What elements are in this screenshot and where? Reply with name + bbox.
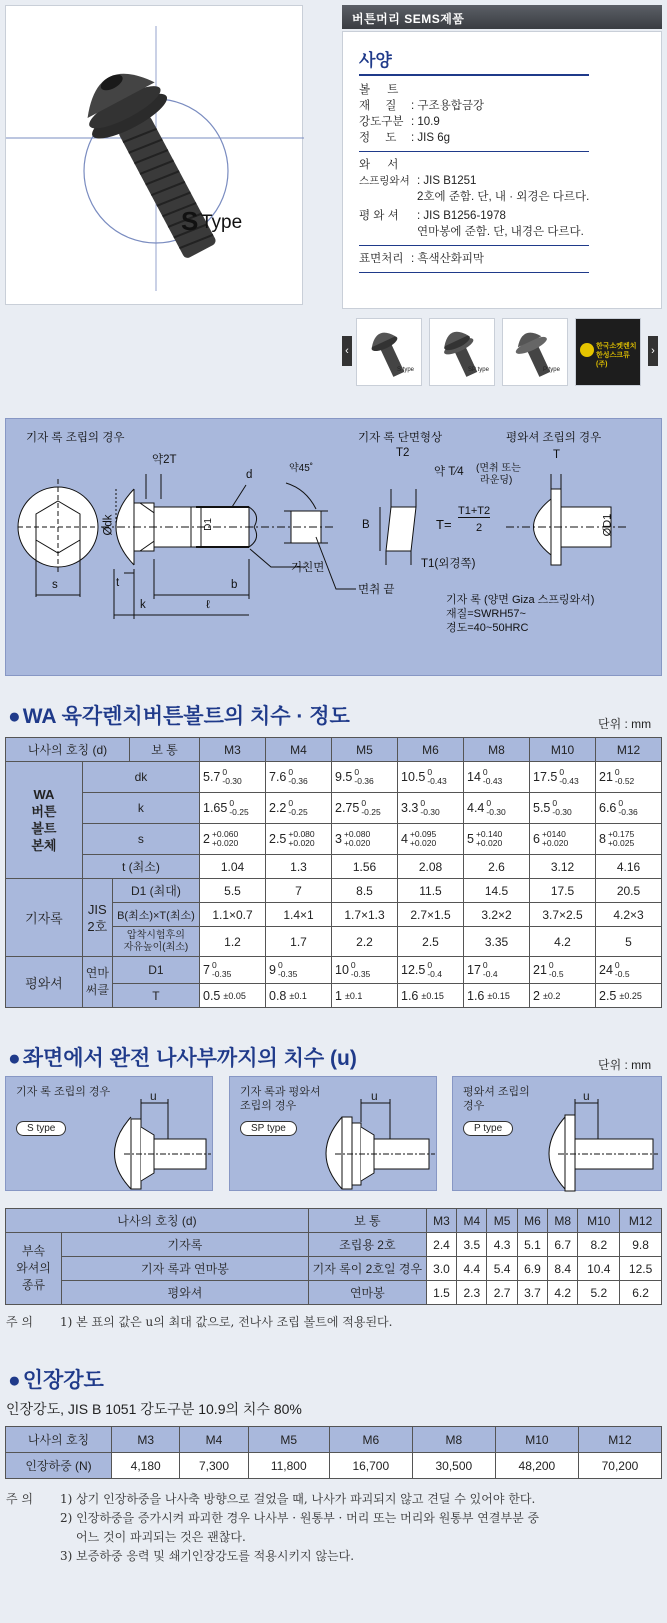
type-letter: S (181, 206, 199, 236)
table-cell: 7.6 0 -0.36 (266, 762, 332, 793)
header-size: M12 (620, 1209, 662, 1233)
washer-section-title: 와 서 (359, 159, 406, 171)
group-jis-2: JIS 2호 (82, 879, 112, 957)
row-t (6, 855, 662, 879)
thumb-p-type[interactable]: P type (502, 318, 568, 386)
table-cell: 2 ±0.2 (530, 984, 596, 1008)
unit-label: 단위 : mm (598, 1058, 652, 1072)
tensile-note-3: 3) 보증하중 응력 및 쇄기인장강도를 적용시키지 않는다. (60, 1549, 355, 1563)
row-label: 평와셔 (62, 1281, 309, 1305)
table-cell: 7,300 (180, 1453, 248, 1479)
table-cell: 6.6 0 -0.36 (596, 793, 662, 824)
group-flat-sub: 연마 써클 (82, 957, 112, 1008)
bolt-section-title: 볼 트 (359, 84, 406, 96)
row-label: 조립용 2호 (308, 1233, 426, 1257)
section-dimensions-title: ●WA 육각렌치버튼볼트의 치수 · 정도 (8, 705, 350, 728)
table-row (6, 1233, 662, 1257)
header-size: M10 (578, 1209, 620, 1233)
label-2t: 약2T (152, 454, 177, 466)
table-cell: 2 +0.060 +0.020 (200, 824, 266, 855)
table-cell: 5 +0.140 +0.020 (464, 824, 530, 855)
table-cell: 5.5 0 -0.30 (530, 793, 596, 824)
table-cell: 14.5 (464, 879, 530, 903)
row-label-d1max: D1 (최대) (112, 879, 199, 903)
table-cell: 1.56 (332, 855, 398, 879)
header-size: M10 (495, 1427, 578, 1453)
divider (359, 151, 589, 152)
table-cell: 3.7×2.5 (530, 903, 596, 927)
header-size: M3 (112, 1427, 180, 1453)
table-header-row (6, 1209, 662, 1233)
spec-flat-washer: 평 와 셔 : JIS B1256-1978 (359, 210, 506, 222)
header-nominal: 나사의 호칭 (d) (6, 1209, 309, 1233)
label-t-numerator: T1+T2 (458, 505, 491, 517)
tensile-note-1: 1) 상기 인장하중을 나사축 방향으로 걸었을 때, 나사가 파괴되지 않고 견딜 수 있어야 한다. (60, 1492, 536, 1506)
table-cell: 21 0 -0.52 (596, 762, 662, 793)
group-bolt-body: WA 버튼 볼트 본체 (6, 762, 83, 879)
table-cell: 10.5 0 -0.43 (398, 762, 464, 793)
table-cell: 2.75 0 -0.25 (332, 793, 398, 824)
table-cell: 4.4 0 -0.30 (464, 793, 530, 824)
header-size: M4 (266, 738, 332, 762)
row-label-free-height: 압착시험후의 자유높이(최소) (112, 927, 199, 957)
table-cell: 1.65 0 -0.25 (200, 793, 266, 824)
next-arrow-icon[interactable]: › (648, 336, 658, 366)
table-cell: 3.35 (464, 927, 530, 957)
row-label-s: s (82, 824, 199, 855)
table-cell: 8.2 (578, 1233, 620, 1257)
spec-title: 사양 (359, 46, 589, 76)
header-size: M8 (464, 738, 530, 762)
table-cell: 11,800 (248, 1453, 329, 1479)
table-cell: 1.7 (266, 927, 332, 957)
u-diagram-sp (230, 1077, 438, 1192)
header-nominal: 나사의 호칭 (d) (6, 738, 130, 762)
label-spring-assembly: 기자 록 조립의 경우 (26, 432, 125, 444)
table-cell: 12.5 (620, 1257, 662, 1281)
table-cell: 2.2 0 -0.25 (266, 793, 332, 824)
header-size: M6 (398, 738, 464, 762)
table-cell: 1.6 ±0.15 (398, 984, 464, 1008)
label-d: d (246, 469, 253, 481)
logo-text-2: 한성스크류(주) (596, 352, 630, 368)
s-type-pill: S type (16, 1121, 66, 1136)
row-dk (6, 762, 662, 793)
label-section-shape: 기자 록 단면형상 (358, 432, 443, 444)
header-size: M10 (530, 738, 596, 762)
table-cell: 5.5 (200, 879, 266, 903)
tensile-note-2b: 어느 것이 파괴되는 것은 괜찮다. (76, 1530, 246, 1544)
unit-label: 단위 : mm (598, 717, 652, 731)
bolt-illustration (6, 6, 304, 306)
table-cell: 6.9 (517, 1257, 547, 1281)
table-cell: 10 0 -0.35 (332, 957, 398, 984)
table-cell: 4,180 (112, 1453, 180, 1479)
tensile-table (5, 1426, 662, 1479)
row-label-load: 인장하중 (N) (6, 1453, 112, 1479)
table-cell: 9 0 -0.35 (266, 957, 332, 984)
thumb-s-type[interactable]: S type (356, 318, 422, 386)
label-t2: T2 (396, 447, 410, 459)
table-cell: 3.2×2 (464, 903, 530, 927)
table-cell: 5.2 (578, 1281, 620, 1305)
label-b: b (231, 579, 238, 591)
table-cell: 11.5 (398, 879, 464, 903)
table-cell: 2.08 (398, 855, 464, 879)
table-cell: 5.1 (517, 1233, 547, 1257)
table-cell: 3.3 0 -0.30 (398, 793, 464, 824)
table-cell: 3.5 (457, 1233, 487, 1257)
header-normal: 보 통 (130, 738, 200, 762)
spec-precision: 정 도 : JIS 6g (359, 132, 450, 144)
header-size: M12 (596, 738, 662, 762)
table-row (6, 1257, 662, 1281)
table-cell: 3 +0.080 +0.020 (332, 824, 398, 855)
label-t: t (116, 577, 120, 589)
u-diagram-s (6, 1077, 214, 1192)
table-cell: 17.5 0 -0.43 (530, 762, 596, 793)
table-cell: 14 0 -0.43 (464, 762, 530, 793)
table-cell: 2.7×1.5 (398, 903, 464, 927)
table-cell: 5.7 0 -0.30 (200, 762, 266, 793)
table-cell: 24 0 -0.5 (596, 957, 662, 984)
table-cell: 20.5 (596, 879, 662, 903)
table-cell: 5.4 (487, 1257, 517, 1281)
row-label: 기자 록과 연마봉 (62, 1257, 309, 1281)
table-cell: 0.8 ±0.1 (266, 984, 332, 1008)
thumb-company-logo[interactable] (575, 318, 641, 386)
row-label-dk: dk (82, 762, 199, 793)
table-cell: 8 +0.175 +0.025 (596, 824, 662, 855)
label-rough-surface: 거친면 (291, 562, 325, 574)
table-cell: 5 (596, 927, 662, 957)
label-t4-note2: 라운딩) (480, 475, 513, 486)
table-cell: 30,500 (412, 1453, 495, 1479)
drawing-lines (6, 419, 663, 677)
table-cell: 8.4 (548, 1257, 578, 1281)
row-label: 기자 록이 2호일 경우 (308, 1257, 426, 1281)
table-cell: 9.5 0 -0.36 (332, 762, 398, 793)
table-cell: 1.04 (200, 855, 266, 879)
header-size: M5 (248, 1427, 329, 1453)
header-size: M5 (487, 1209, 517, 1233)
table-cell: 16,700 (329, 1453, 412, 1479)
table-cell: 6.7 (548, 1233, 578, 1257)
row-label-flat-d1: D1 (112, 957, 199, 984)
table-cell: 1.2 (200, 927, 266, 957)
label-t4-note1: (면취 또는 (476, 463, 521, 474)
thumb-sp-type[interactable]: SP type (429, 318, 495, 386)
table-cell: 21 0 -0.5 (530, 957, 596, 984)
label-dk: Ødk (102, 514, 115, 536)
table-header-row (6, 1427, 662, 1453)
header-normal: 보 통 (308, 1209, 426, 1233)
label-45deg: 약45˚ (289, 463, 314, 474)
section-tensile-title: ●인장강도 (8, 1369, 104, 1392)
table-cell: 9.8 (620, 1233, 662, 1257)
table-cell: 2.4 (426, 1233, 456, 1257)
label-washer-t: T (553, 449, 561, 461)
row-k (6, 793, 662, 824)
row-label: 연마봉 (308, 1281, 426, 1305)
table-cell: 7 (266, 879, 332, 903)
table-cell: 4.2×3 (596, 903, 662, 927)
table-cell: 6.2 (620, 1281, 662, 1305)
drawing-note-3: 경도=40~50HRC (446, 622, 529, 634)
table-cell: 4.3 (487, 1233, 517, 1257)
header-size: M6 (329, 1427, 412, 1453)
table-cell: 17 0 -0.4 (464, 957, 530, 984)
header-size: M4 (180, 1427, 248, 1453)
thumbnail-strip (342, 318, 662, 386)
product-image (5, 5, 303, 305)
table-cell: 48,200 (495, 1453, 578, 1479)
table-cell: 4.4 (457, 1257, 487, 1281)
p-type-pill: P type (463, 1121, 513, 1136)
spec-material: 재 질 : 구조용합금강 (359, 100, 485, 112)
table-cell: 2.7 (487, 1281, 517, 1305)
table-cell: 2.2 (332, 927, 398, 957)
table-cell: 2.6 (464, 855, 530, 879)
label-s: s (52, 579, 58, 591)
u-panel-sp-type: 기자 록과 평와셔 조립의 경우 SP type u (229, 1076, 437, 1191)
spec-header: 버튼머리 SEMS제품 (342, 5, 662, 29)
u-table (5, 1208, 662, 1305)
divider (359, 272, 589, 273)
u-note-label: 주 의 (6, 1315, 33, 1329)
drawing-note-2: 재질=SWRH57~ (446, 608, 526, 620)
label-d1: D1 (202, 518, 214, 531)
label-flat-assembly: 평와셔 조립의 경우 (506, 432, 602, 444)
header-size: M4 (457, 1209, 487, 1233)
row-s (6, 824, 662, 855)
table-cell: 1.5 (426, 1281, 456, 1305)
label-t4: 약 T⁄4 (434, 466, 464, 478)
row-label: 기자록 (62, 1233, 309, 1257)
table-cell: 1.7×1.3 (332, 903, 398, 927)
row-label-k: k (82, 793, 199, 824)
table-cell: 1 ±0.1 (332, 984, 398, 1008)
label-l: ℓ (206, 599, 210, 611)
label-chamfer-end: 면취 끝 (358, 584, 395, 596)
table-cell: 6 +0140 +0.020 (530, 824, 596, 855)
drawing-note-1: 기자 록 (양면 Giza 스프링와셔) (446, 594, 595, 606)
label-b-width: B (362, 519, 370, 531)
spec-spring-washer: 스프링와셔 : JIS B1251 (359, 175, 477, 187)
row-flat-d1 (6, 957, 662, 984)
group-spring-lock: 기자록 (6, 879, 83, 957)
label-t-formula: T= (436, 517, 452, 532)
header-size: M3 (200, 738, 266, 762)
spec-spring-washer-note: 2호에 준함. 단, 내 · 외경은 다르다. (417, 191, 590, 203)
tensile-note-2a: 2) 인장하중을 증가시켜 파괴한 경우 나사부 · 원통부 · 머리 또는 머리와 원통부 연결부분 중 (60, 1511, 540, 1525)
table-cell: 0.5 ±0.05 (200, 984, 266, 1008)
table-cell: 17.5 (530, 879, 596, 903)
table-cell: 12.5 0 -0.4 (398, 957, 464, 984)
table-row (6, 1453, 662, 1479)
table-cell: 3.7 (517, 1281, 547, 1305)
table-cell: 1.1×0.7 (200, 903, 266, 927)
table-cell: 3.12 (530, 855, 596, 879)
table-cell: 8.5 (332, 879, 398, 903)
header-size: M5 (332, 738, 398, 762)
u-note: 1) 본 표의 값은 u의 최대 값으로, 전나사 조립 볼트에 적용된다. (60, 1315, 393, 1329)
label-t-denominator: 2 (476, 522, 483, 534)
tensile-note-label: 주 의 (6, 1492, 33, 1506)
spec-panel (342, 5, 662, 305)
table-cell: 2.3 (457, 1281, 487, 1305)
table-cell: 2.5 (398, 927, 464, 957)
table-cell: 3.0 (426, 1257, 456, 1281)
header-nominal: 나사의 호칭 (6, 1427, 112, 1453)
table-cell: 1.4×1 (266, 903, 332, 927)
spec-surface: 표면처리 : 흑색산화피막 (359, 253, 485, 265)
table-cell: 70,200 (578, 1453, 661, 1479)
header-size: M8 (548, 1209, 578, 1233)
table-cell: 2.5 ±0.25 (596, 984, 662, 1008)
logo-text-1: 한국소켓렌치 (596, 343, 637, 350)
label-t1: T1(외경쪽) (421, 558, 476, 570)
sp-type-pill: SP type (240, 1121, 297, 1136)
u-panel-s-type: 기자 록 조립의 경우 S type u (5, 1076, 213, 1191)
row-label-t: t (최소) (82, 855, 199, 879)
group-washer-kind: 부속 와셔의 종류 (6, 1233, 62, 1305)
group-flat-washer: 평와셔 (6, 957, 83, 1008)
tensile-subtitle: 인장강도, JIS B 1051 강도구분 10.9의 치수 80% (6, 1401, 302, 1417)
table-cell: 4.16 (596, 855, 662, 879)
header-size: M3 (426, 1209, 456, 1233)
table-row (6, 1281, 662, 1305)
technical-drawing (5, 418, 662, 676)
u-diagram-p (453, 1077, 663, 1192)
table-cell: 4.2 (548, 1281, 578, 1305)
dimensions-table (5, 737, 662, 1008)
table-cell: 1.6 ±0.15 (464, 984, 530, 1008)
prev-arrow-icon[interactable]: ‹ (342, 336, 352, 366)
row-d1max (6, 879, 662, 903)
table-cell: 1.3 (266, 855, 332, 879)
label-od1: ØD1 (601, 513, 614, 537)
table-cell: 4.2 (530, 927, 596, 957)
type-word: Type (201, 212, 243, 233)
header-size: M12 (578, 1427, 661, 1453)
table-cell: 7 0 -0.35 (200, 957, 266, 984)
section-u-title: ●좌면에서 완전 나사부까지의 치수 (u) (8, 1047, 357, 1070)
divider (359, 245, 589, 246)
spec-flat-washer-note: 연마봉에 준함. 단, 내경은 다르다. (417, 226, 584, 238)
table-cell: 4 +0.095 +0.020 (398, 824, 464, 855)
row-label-bt: B(최소)×T(최소) (112, 903, 199, 927)
u-panel-p-type: 평와셔 조립의 경우 P type u (452, 1076, 662, 1191)
table-header-row (6, 738, 662, 762)
label-k: k (140, 599, 146, 611)
table-cell: 10.4 (578, 1257, 620, 1281)
row-label-flat-t: T (112, 984, 199, 1008)
logo-icon (580, 343, 594, 357)
table-cell: 2.5 +0.080 +0.020 (266, 824, 332, 855)
header-size: M8 (412, 1427, 495, 1453)
spec-body (342, 31, 662, 309)
spec-strength: 강도구분 : 10.9 (359, 116, 440, 128)
header-size: M6 (517, 1209, 547, 1233)
